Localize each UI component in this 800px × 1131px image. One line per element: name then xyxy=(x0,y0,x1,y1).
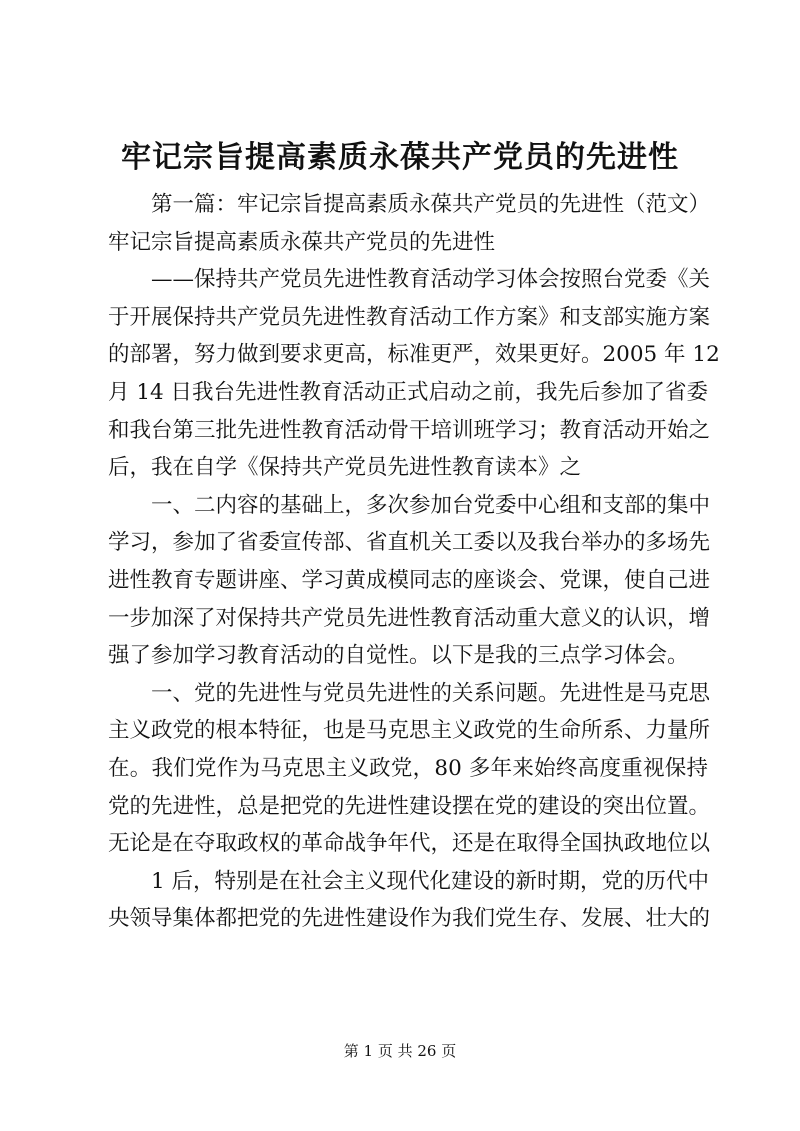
body-line: 一步加深了对保持共产党员先进性教育活动重大意义的认识，增 xyxy=(108,605,711,631)
document-body xyxy=(108,186,720,938)
body-line: 和我台第三批先进性教育活动骨干培训班学习；教育活动开始之 xyxy=(108,417,711,443)
body-line: 1 后，特别是在社会主义现代化建设的新时期，党的历代中 xyxy=(151,868,710,894)
body-line: 强了参加学习教育活动的自觉性。以下是我的三点学习体会。 xyxy=(108,643,689,669)
body-line: 在。我们党作为马克思主义政党，80 多年来始终高度重视保持 xyxy=(108,755,708,781)
body-line: 学习，参加了省委宣传部、省直机关工委以及我台举办的多场先 xyxy=(108,530,711,556)
document-title: 牢记宗旨提高素质永葆共产党员的先进性 xyxy=(121,140,679,175)
body-line: 无论是在夺取政权的革命战争年代，还是在取得全国执政地位以 xyxy=(108,831,711,857)
body-line: 牢记宗旨提高素质永葆共产党员的先进性 xyxy=(108,229,496,255)
body-line: 月 14 日我台先进性教育活动正式启动之前，我先后参加了省委 xyxy=(108,379,709,405)
body-line: 央领导集体都把党的先进性建设作为我们党生存、发展、壮大的 xyxy=(108,906,711,932)
body-line: 第一篇：牢记宗旨提高素质永葆共产党员的先进性（范文） xyxy=(151,192,711,217)
body-line: 一、二内容的基础上，多次参加台党委中心组和支部的集中 xyxy=(151,492,711,518)
body-line: 主义政党的根本特征，也是马克思主义政党的生命所系、力量所 xyxy=(108,718,711,744)
body-line: 的部署，努力做到要求更高，标准更严，效果更好。2005 年 12 xyxy=(108,342,720,368)
body-line: 进性教育专题讲座、学习黄成模同志的座谈会、党课，使自己进 xyxy=(108,567,711,593)
body-line: ——保持共产党员先进性教育活动学习体会按照台党委《关 xyxy=(151,267,711,293)
body-line: 一、党的先进性与党员先进性的关系问题。先进性是马克思 xyxy=(151,680,711,706)
body-line: 于开展保持共产党员先进性教育活动工作方案》和支部实施方案 xyxy=(108,304,711,330)
body-line: 党的先进性，总是把党的先进性建设摆在党的建设的突出位置。 xyxy=(108,793,711,819)
body-line: 后，我在自学《保持共产党员先进性教育读本》之 xyxy=(108,455,582,481)
page-number-footer: 第 1 页 共 26 页 xyxy=(343,1042,457,1060)
